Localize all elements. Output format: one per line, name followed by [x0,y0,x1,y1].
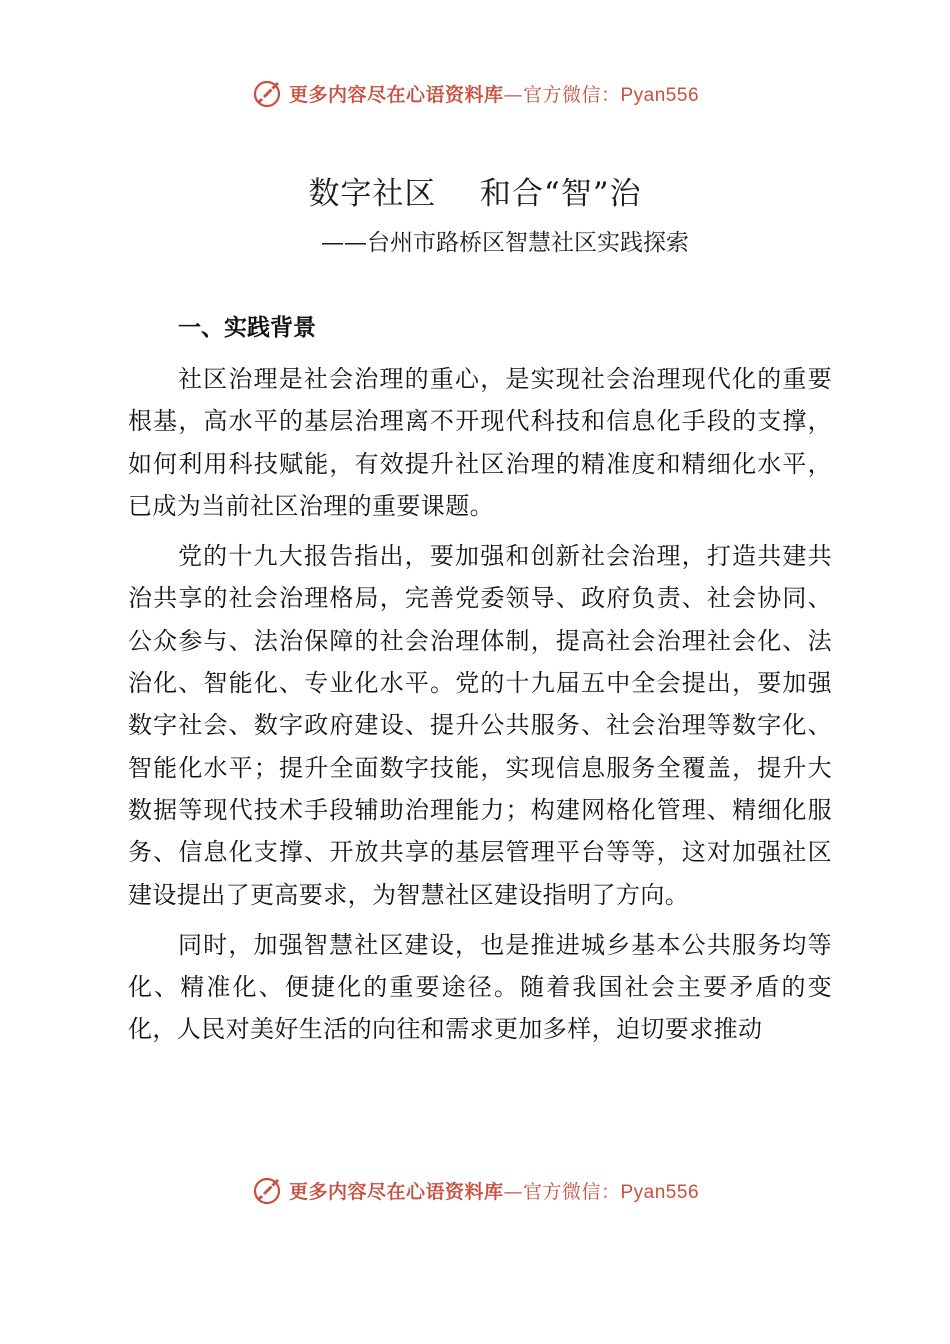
watermark-text [289,1177,699,1204]
paragraph: 党的十九大报告指出，要加强和创新社会治理，打造共建共治共享的社会治理格局，完善党委领导、政府负责、社会协同、公众参与、法治保障的社会治理体制，提高社会治理社会化、法治化、智能化、专业化水平。党的十九届五中全会提出，要加强数字社会、数字政府建设、提升公共服务、社会治理等数字化、智能化水平；提升全面数字技能，实现信息服务全覆盖，提升大数据等现代技术手段辅助治理能力；构建网格化管理、精细化服务、信息化支撑、开放共享的基层管理平台等等，这对加强社区建设提出了更高要求，为智慧社区建设指明了方向。 [128,542,832,909]
watermark-brand: 更多内容尽在心语资料库 [288,1180,504,1203]
watermark-separator: — [503,1180,523,1203]
watermark-group [251,1173,699,1207]
watermark-label: 官方微信： [522,83,621,106]
document-title: 数字社区 和合“智”治 [308,176,642,212]
watermark-brand: 更多内容尽在心语资料库 [288,83,504,106]
paragraph: 同时，加强智慧社区建设，也是推进城乡基本公共服务均等化、精准化、便捷化的重要途径。随着我国社会主要矛盾的变化，人民对美好生活的向往和需求更加多样，迫切要求推动 [128,930,832,1044]
document-subtitle: ——台州市路桥区智慧社区实践探索 [321,230,689,256]
watermark-account: Pyan556 [620,1181,700,1203]
watermark-account: Pyan556 [620,84,700,106]
header-watermark [0,73,950,113]
pen-nib-logo-icon [251,76,285,110]
paragraph: 社区治理是社会治理的重心，是实现社会治理现代化的重要根基，高水平的基层治理离不开现代科技和信息化手段的支撑，如何利用科技赋能，有效提升社区治理的精准度和精细化水平，已成为当前社区治理的重要课题。 [128,365,832,520]
pen-nib-logo-icon [251,1173,285,1207]
watermark-label: 官方微信： [522,1180,621,1203]
section-heading: 一、实践背景 [178,315,316,341]
watermark-group [251,76,699,110]
document-body [128,308,832,1059]
watermark-separator: — [503,83,523,106]
footer-watermark [0,1170,950,1210]
watermark-text [289,80,699,107]
